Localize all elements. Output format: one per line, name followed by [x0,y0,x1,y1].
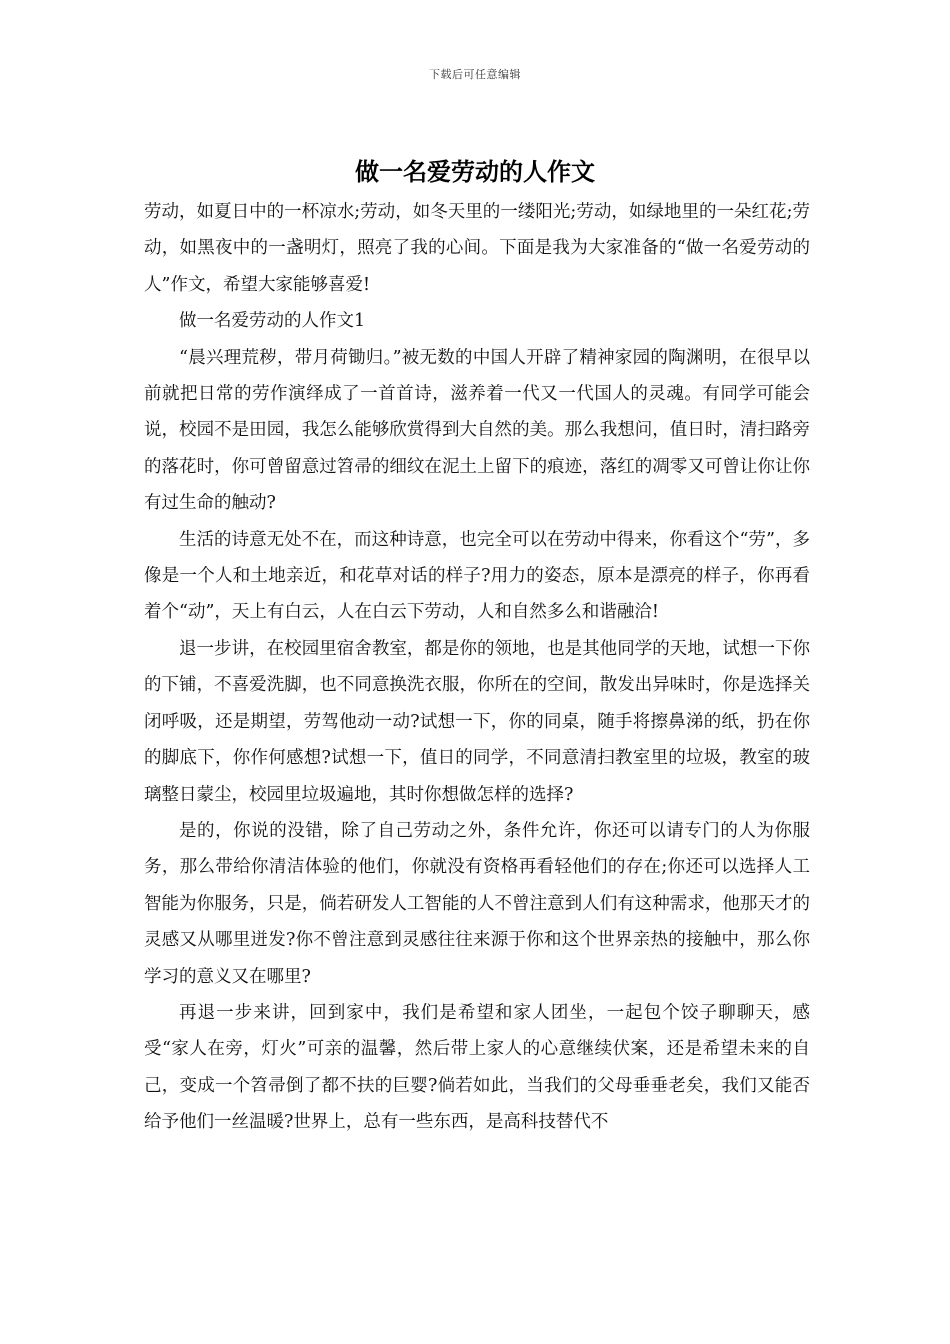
page-title: 做一名爱劳动的人作文 [355,157,595,186]
essay-subheading: 做一名爱劳动的人作文1 [179,311,366,332]
body-paragraph: 生活的诗意无处不在，而这种诗意，也完全可以在劳动中得来，你看这个“劳”，多像是一个人和土地亲近，和花草对话的样子?用力的姿态，原本是漂亮的样子，你再看着个“动”，天上有白云，人在白云下劳动，人和自然多么和谐融洽! [144,529,810,623]
body-paragraph: 再退一步来讲，回到家中，我们是希望和家人团坐，一起包个饺子聊聊天，感受“家人在旁，灯火”可亲的温馨，然后带上家人的心意继续伏案，还是希望未来的自己，变成一个笤帚倒了都不扶的巨婴?倘若如此，当我们的父母垂垂老矣，我们又能否给予他们一丝温暖?世界上，总有一些东西，是高科技替代不 [144,1002,810,1133]
body-paragraph: 退一步讲，在校园里宿舍教室，都是你的领地，也是其他同学的天地，试想一下你的下铺，不喜爱洗脚，也不同意换洗衣服，你所在的空间，散发出异味时，你是选择关闭呼吸，还是期望，劳驾他动一动?试想一下，你的同桌，随手将擦鼻涕的纸，扔在你的脚底下，你作何感想?试想一下，值日的同学，不同意清扫教室里的垃圾，教室的玻璃整日蒙尘，校园里垃圾遍地，其时你想做怎样的选择? [144,638,810,805]
intro-paragraph: 劳动，如夏日中的一杯凉水;劳动，如冬天里的一缕阳光;劳动，如绿地里的一朵红花;劳动，如黑夜中的一盏明灯，照亮了我的心间。下面是我为大家准备的“做一名爱劳动的人”作文，希望大家能够喜爱! [144,202,810,295]
body-paragraph: 是的，你说的没错，除了自己劳动之外，条件允许，你还可以请专门的人为你服务，那么带给你清洁体验的他们，你就没有资格再看轻他们的存在;你还可以选择人工智能为你服务，只是，倘若研发人工智能的人不曾注意到人们有这种需求，他那天才的灵感又从哪里迸发?你不曾注意到灵感往往来源于你和这个世界亲热的接触中，那么你学习的意义又在哪里? [144,820,810,987]
header-note: 下载后可任意编辑 [429,68,521,81]
document-body [144,194,810,1141]
body-paragraph: “晨兴理荒秽，带月荷锄归。”被无数的中国人开辟了精神家园的陶渊明，在很早以前就把日常的劳作演绎成了一首首诗，滋养着一代又一代国人的灵魂。有同学可能会说，校园不是田园，我怎么能够欣赏得到大自然的美。那么我想问，值日时，清扫路旁的落花时，你可曾留意过笤帚的细纹在泥土上留下的痕迹，落红的凋零又可曾让你让你有过生命的触动? [144,347,810,514]
